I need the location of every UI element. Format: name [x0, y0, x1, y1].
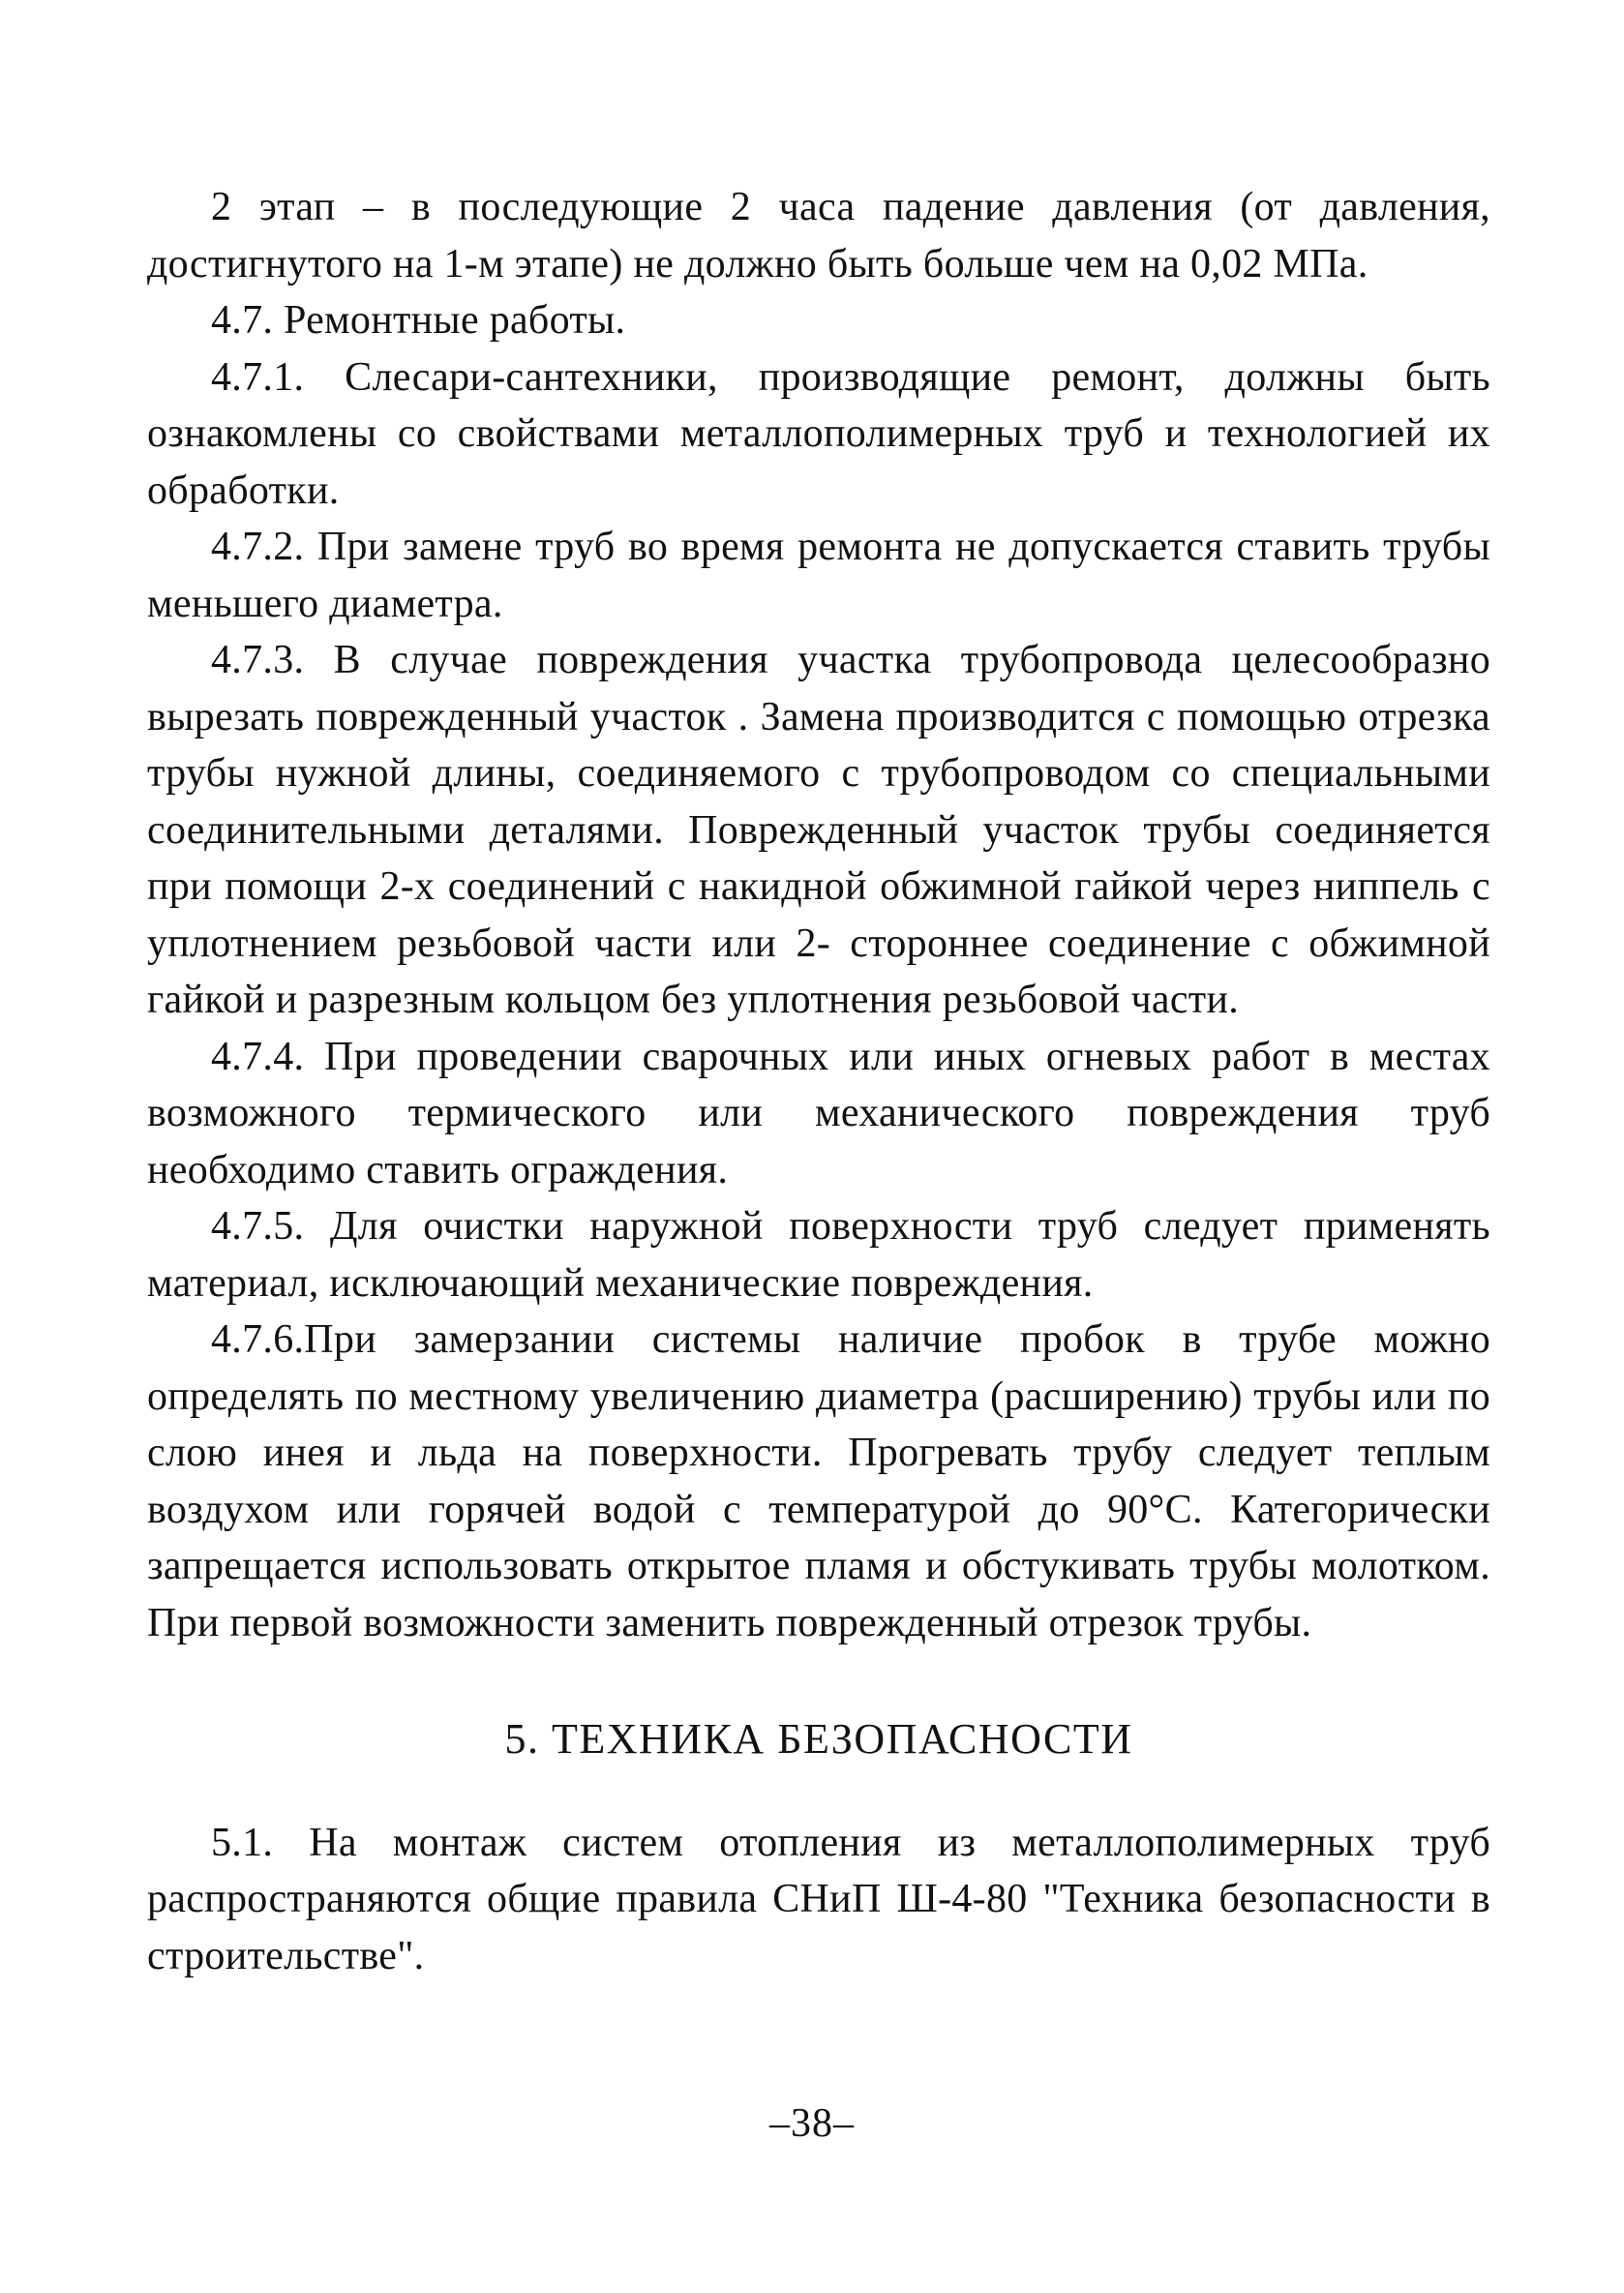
paragraph-4-7-6: 4.7.6.При замерзании системы наличие пробок в трубе можно определять по местному увеличению диаметра (расширению) трубы или по слою инея и льда на поверхности. Прогревать трубу следует теплым воздухом или горячей водой с температурой до 90°С. Категорически запрещается использовать открытое пламя и обстукивать трубы молотком. При первой возможности заменить поврежденный отрезок трубы.: [147, 1317, 1490, 1645]
paragraph-5-1: 5.1. На монтаж систем отопления из металлополимерных труб распространяются общие правила СНиП Ш-4-80 "Техника безопасности в строительстве".: [147, 1820, 1490, 1978]
document-page: [147, 179, 1490, 1984]
paragraph-4-7-title: 4.7. Ремонтные работы.: [211, 298, 626, 343]
paragraph-4-7-4: 4.7.4. При проведении сварочных или иных огневых работ в местах возможного термического или механического повреждения труб необходимо ставить ограждения.: [147, 1034, 1490, 1192]
paragraph-4-7-3: 4.7.3. В случае повреждения участка трубопровода целесообразно вырезать поврежденный участок . Замена производится с помощью отрезка трубы нужной длины, соединяемого с трубопроводом со специальными соединительными деталями. Поврежденный участок трубы соединяется при помощи 2-х соединений с накидной обжимной гайкой через ниппель с уплотнением резьбовой части или 2- стороннее соединение с обжимной гайкой и разрезным кольцом без уплотнения резьбовой части.: [147, 638, 1490, 1022]
section-heading: 5. ТЕХНИКА БЕЗОПАСНОСТИ: [504, 1715, 1133, 1763]
paragraph-4-7-5: 4.7.5. Для очистки наружной поверхности труб следует применять материал, исключающий механические повреждения.: [147, 1204, 1490, 1306]
page-number: –38–: [769, 2101, 855, 2146]
paragraph-4-7-1: 4.7.1. Слесари-сантехники, производящие ремонт, должны быть ознакомлены со свойствами металлополимерных труб и технологией их обработки.: [147, 354, 1490, 513]
paragraph-4-7-2: 4.7.2. При замене труб во время ремонта не допускается ставить трубы меньшего диаметра.: [147, 525, 1490, 626]
paragraph-stage-2: 2 этап – в последующие 2 часа падение давления (от давления, достигнутого на 1-м этапе) не должно быть больше чем на 0,02 МПа.: [147, 185, 1490, 287]
